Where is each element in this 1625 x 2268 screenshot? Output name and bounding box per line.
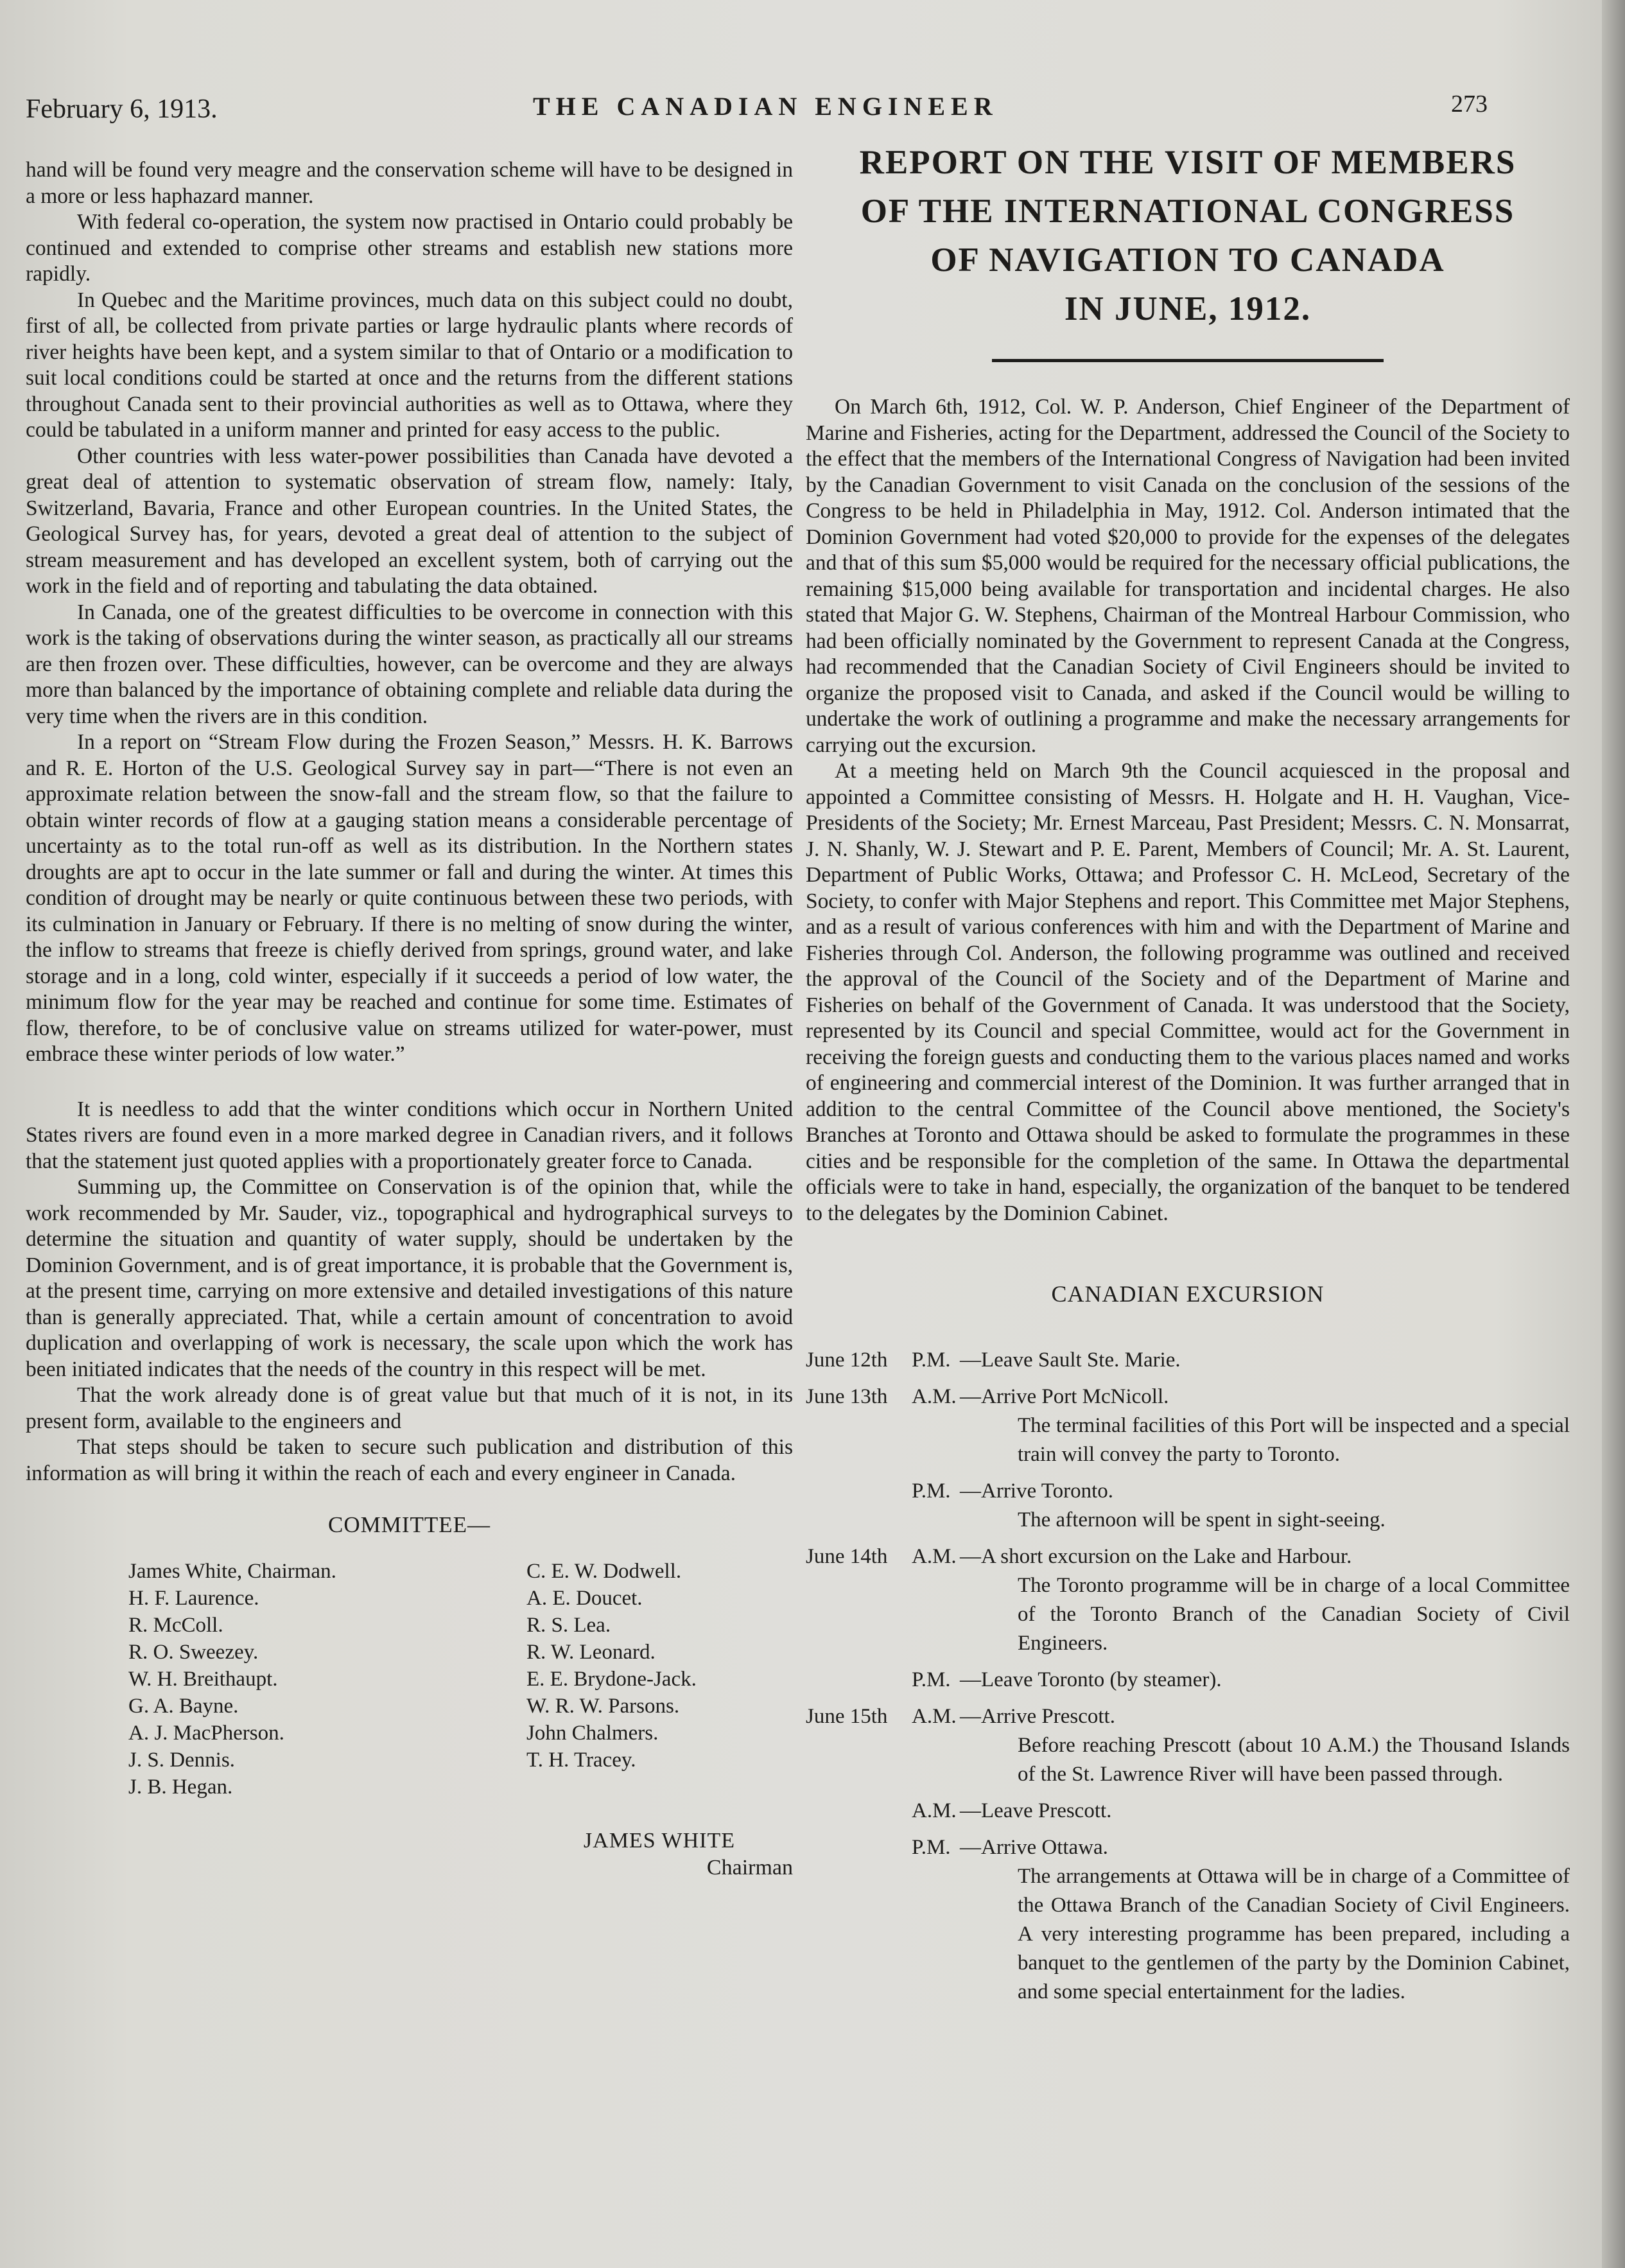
paragraph: On March 6th, 1912, Col. W. P. Anderson, Chief Engineer of the Department of Marine and Fisheries, acting for the Department, addressed the Council of the Society to the effect that the members of the International Congress of Navigation had been invited by the Canadian Government to visit Canada on the conclusion of the sessions of the Congress to be held in Philadelphia in May, 1912. Col. Anderson intimated that the Dominion Government had voted $20,000 to provide for the expenses of the delegates and that of this sum $5,000 would be required for the necessary official publications, the remaining $15,000 being available for transportation and incidental charges. He also stated that Major G. W. Stephens, Chairman of the Montreal Harbour Commission, who had been officially nominated by the Government to represent Canada at the Congress, had recommended that the Canadian Society of Civil Engineers should be invited to organize the proposed visit to Canada, and asked if the Council would be willing to undertake the work of outlining a programme and make the necessary arrangements for carrying out the excursion. bbox=[806, 395, 1570, 757]
itinerary-time: P.M. bbox=[912, 1348, 951, 1372]
member-name: J. B. Hegan. bbox=[128, 1775, 233, 1799]
itinerary-date: June 15th bbox=[806, 1704, 888, 1728]
members-list-1 bbox=[128, 1558, 526, 1801]
report-title bbox=[806, 138, 1570, 333]
itinerary-action: —A short excursion on the Lake and Harbour. bbox=[960, 1544, 1352, 1568]
issue-date: February 6, 1913. bbox=[26, 94, 218, 124]
itinerary-time: A.M. bbox=[912, 1799, 957, 1822]
member-name: John Chalmers. bbox=[526, 1721, 659, 1745]
title-rule-divider bbox=[992, 359, 1384, 362]
title-line: REPORT ON THE VISIT OF MEMBERS bbox=[859, 144, 1516, 181]
itinerary-action: —Leave Prescott. bbox=[960, 1799, 1112, 1822]
itinerary-action: —Arrive Prescott. bbox=[960, 1704, 1115, 1728]
itinerary-note: Before reaching Prescott (about 10 A.M.) the Thousand Islands of the St. Lawrence River will have been passed through. bbox=[1018, 1733, 1570, 1786]
member-name: C. E. W. Dodwell. bbox=[526, 1559, 682, 1583]
page-number: 273 bbox=[1451, 91, 1488, 118]
paragraph: It is needless to add that the winter conditions which occur in Northern United States rivers are found even in a more marked degree in Canadian rivers, and it follows that the statement just quoted applies with a proportionately greater force to Canada. bbox=[26, 1097, 793, 1173]
signature-title: Chairman bbox=[706, 1855, 793, 1880]
title-line: IN JUNE, 1912. bbox=[1064, 290, 1312, 327]
running-header bbox=[26, 89, 1502, 134]
itinerary-action: —Leave Sault Ste. Marie. bbox=[960, 1348, 1181, 1372]
itinerary-action: —Arrive Ottawa. bbox=[960, 1835, 1108, 1859]
paragraph: In Quebec and the Maritime provinces, much data on this subject could no doubt, first of all, be collected from private parties or large hydraulic plants where records of river heights have been kept, and a system similar to that of Ontario or a modification to suit local conditions could be started at once and the returns from the different stations throughout Canada sent to their provincial authorities as well as to Ottawa, where they could be tabulated in a uniform manner and printed for easy access to the public. bbox=[26, 288, 793, 442]
itinerary-entry bbox=[806, 1542, 1570, 1658]
itinerary-date bbox=[806, 1797, 912, 1826]
member-name: T. H. Tracey. bbox=[526, 1748, 636, 1772]
itinerary-date bbox=[806, 1666, 912, 1695]
members-list-2 bbox=[526, 1558, 697, 1801]
itinerary-time: P.M. bbox=[912, 1479, 951, 1503]
itinerary-time: A.M. bbox=[912, 1384, 957, 1408]
itinerary-date bbox=[806, 1833, 912, 1862]
member-name: R. W. Leonard. bbox=[526, 1640, 656, 1664]
itinerary-entry bbox=[806, 1346, 1570, 1375]
paragraph: Other countries with less water-power possibilities than Canada have devoted a great deal of attention to systematic observation of stream flow, namely: Italy, Switzerland, Bavaria, France and other European countries. In the United States, the Geological Survey has, for years, devoted a great deal of attention to the subject of stream measurement and has developed an excellent system, both of carrying out the work in the field and of reporting and tabulating the data obtained. bbox=[26, 444, 793, 598]
excursion-heading: CANADIAN EXCURSION bbox=[1051, 1281, 1325, 1307]
itinerary-time: A.M. bbox=[912, 1544, 957, 1568]
member-name: A. E. Doucet. bbox=[526, 1586, 643, 1610]
member-name: G. A. Bayne. bbox=[128, 1694, 239, 1718]
itinerary-entry bbox=[806, 1797, 1570, 1826]
itinerary-action: —Arrive Toronto. bbox=[960, 1479, 1114, 1503]
paragraph: In Canada, one of the greatest difficulties to be overcome in connection with this work is the taking of observations during the winter season, as practically all our streams are then frozen over. These difficulties, however, can be overcome and they are always more than balanced by the importance of obtaining complete and reliable data during the very time when the rivers are in this condition. bbox=[26, 600, 793, 728]
right-column bbox=[806, 138, 1570, 2014]
paragraph: At a meeting held on March 9th the Council acquiesced in the proposal and appointed a Committee consisting of Messrs. H. Holgate and H. H. Vaughan, Vice-Presidents of the Society; Mr. Ernest Marceau, Past President; Messrs. C. N. Monsarrat, J. N. Shanly, W. J. Stewart and P. E. Parent, Members of Council; Mr. A. St. Laurent, Department of Public Works, Ottawa; and Professor C. H. McLeod, Secretary of the Society, to confer with Major Stephens and report. This Committee met Major Stephens, and as a result of various conferences with him and with the Department of Marine and Fisheries through Col. Anderson, the following programme was outlined and received the approval of the Council of the Society and of the Department of Marine and Fisheries on behalf of the Government of Canada. It was understood that the Society, represented by its Council and special Committee, would act for the Government in receiving the foreign guests and conducting them to the various places named and works of engineering and commercial interest of the Dominion. It was further arranged that in addition to the central Committee of the Council above mentioned, the Society's Branches at Toronto and Ottawa should be asked to formulate the programmes in these cities and be responsible for the completion of the same. In Ottawa the departmental officials were to take in hand, especially, the organization of the banquet to be tendered to the delegates by the Dominion Cabinet. bbox=[806, 759, 1570, 1225]
paragraph: hand will be found very meagre and the conservation scheme will have to be designed in a more or less haphazard manner. bbox=[26, 158, 793, 208]
member-name: James White, Chairman. bbox=[128, 1559, 336, 1583]
itinerary-entry bbox=[806, 1833, 1570, 2007]
member-name: J. S. Dennis. bbox=[128, 1748, 235, 1772]
member-name: R. O. Sweezey. bbox=[128, 1640, 259, 1664]
itinerary-note: The arrangements at Ottawa will be in charge of a Committee of the Ottawa Branch of the Canadian Society of Civil Engineers. A very interesting programme has been prepared, including a banquet to the gentlemen of the party by the Dominion Cabinet, and some special entertainment for the ladies. bbox=[1018, 1864, 1570, 2003]
itinerary-date: June 14th bbox=[806, 1544, 888, 1568]
member-name: R. McColl. bbox=[128, 1613, 223, 1637]
paragraph: With federal co-operation, the system now practised in Ontario could probably be continued and extended to comprise other streams and establish new stations more rapidly. bbox=[26, 210, 793, 286]
itinerary-action: —Arrive Port McNicoll. bbox=[960, 1384, 1169, 1408]
itinerary-entry bbox=[806, 1383, 1570, 1469]
left-column bbox=[26, 157, 793, 1881]
itinerary-entry bbox=[806, 1702, 1570, 1789]
itinerary-note: The Toronto programme will be in charge of a local Committee of the Toronto Branch of the Canadian Society of Civil Engineers. bbox=[1018, 1573, 1570, 1655]
itinerary-note: The terminal facilities of this Port will be inspected and a special train will convey the party to Toronto. bbox=[1018, 1413, 1570, 1466]
member-name: W. R. W. Parsons. bbox=[526, 1694, 680, 1718]
committee-heading: COMMITTEE— bbox=[327, 1512, 491, 1537]
paragraph: That the work already done is of great value but that much of it is not, in its present form, available to the engineers and bbox=[26, 1383, 793, 1433]
itinerary-time: A.M. bbox=[912, 1704, 957, 1728]
title-line: OF NAVIGATION TO CANADA bbox=[930, 241, 1445, 279]
itinerary-note: The afternoon will be spent in sight-seeing. bbox=[1018, 1508, 1386, 1531]
itinerary-date bbox=[806, 1477, 912, 1506]
page-binding-edge bbox=[1602, 0, 1625, 2268]
itinerary bbox=[806, 1346, 1570, 2007]
member-name: R. S. Lea. bbox=[526, 1613, 611, 1637]
itinerary-time: P.M. bbox=[912, 1668, 951, 1691]
member-name: E. E. Brydone-Jack. bbox=[526, 1667, 697, 1691]
itinerary-action: —Leave Toronto (by steamer). bbox=[960, 1668, 1222, 1691]
journal-title: THE CANADIAN ENGINEER bbox=[533, 92, 998, 121]
member-name: H. F. Laurence. bbox=[128, 1586, 259, 1610]
member-name: W. H. Breithaupt. bbox=[128, 1667, 278, 1691]
signature-name: JAMES WHITE bbox=[583, 1828, 735, 1853]
itinerary-date: June 12th bbox=[806, 1348, 888, 1372]
signature-block bbox=[26, 1827, 793, 1881]
itinerary-date: June 13th bbox=[806, 1384, 888, 1408]
committee-members bbox=[26, 1558, 793, 1801]
paragraph: Summing up, the Committee on Conservation is of the opinion that, while the work recommended by Mr. Sauder, viz., topographical and hydrographical surveys to determine the situation and quantity of water supply, should be undertaken by the Dominion Government, and is of great importance, it is probable that the Government is, at the present time, carrying on more extensive and detailed investigations of this nature than is generally appreciated. That, while a certain amount of concentration to avoid duplication and overlapping of work is necessary, the scale upon which the work has been initiated indicates that the needs of the country in this respect will be met. bbox=[26, 1175, 793, 1381]
paragraph: That steps should be taken to secure such publication and distribution of this information as will bring it within the reach of each and every engineer in Canada. bbox=[26, 1435, 793, 1485]
itinerary-entry bbox=[806, 1477, 1570, 1535]
title-line: OF THE INTERNATIONAL CONGRESS bbox=[860, 193, 1515, 230]
member-name: A. J. MacPherson. bbox=[128, 1721, 284, 1745]
paragraph: In a report on “Stream Flow during the Frozen Season,” Messrs. H. K. Barrows and R. E. Horton of the U.S. Geological Survey say in part—“There is not even an approximate relation between the snow-fall and the stream flow, so that the failure to obtain winter records of flow at a gauging station means a considerable percentage of uncertainty as to the total run-off as well as its distribution. In the Northern states droughts are apt to occur in the late summer or fall and during the winter. At times this condition of drought may be nearly or quite continuous between these two periods, with its culmination in January or February. If there is no melting of snow during the winter, the inflow to streams that freeze is chiefly derived from springs, ground water, and lake storage and in a long, cold winter, especially if it succeeds a period of low water, the minimum flow for the year may be reached and continue for some time. Estimates of flow, therefore, to be of conclusive value on streams utilized for water-power, must embrace these winter periods of low water.” bbox=[26, 730, 793, 1066]
itinerary-time: P.M. bbox=[912, 1835, 951, 1859]
itinerary-entry bbox=[806, 1666, 1570, 1695]
